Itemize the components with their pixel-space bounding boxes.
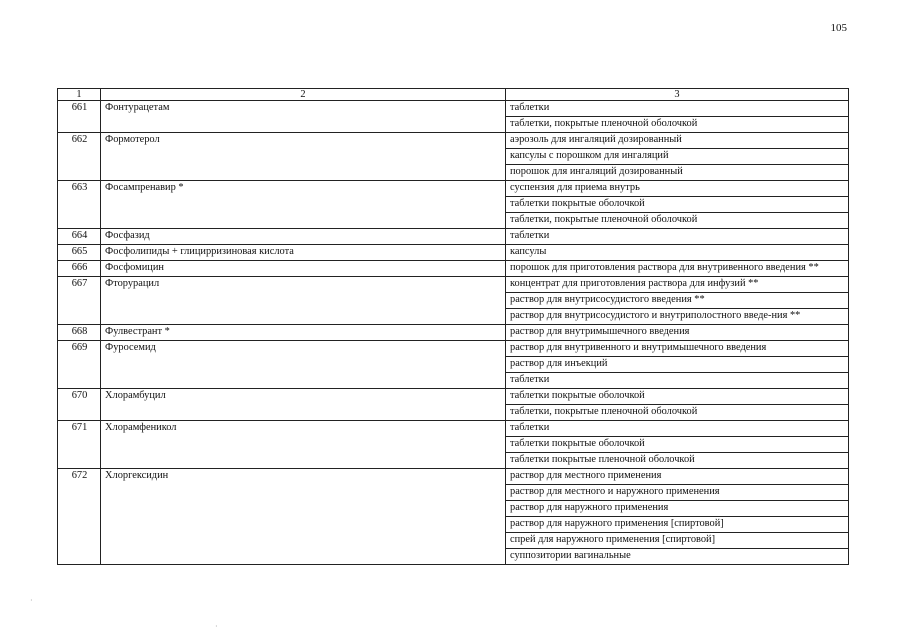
- table-row: [58, 229, 849, 245]
- entry-number: 672: [58, 469, 101, 565]
- table-header-row: [58, 89, 849, 101]
- page-number: 105: [830, 22, 847, 34]
- dosage-form: таблетки, покрытые пленочной оболочкой: [506, 405, 849, 421]
- dosage-form: раствор для наружного применения [спиртовой]: [506, 517, 849, 533]
- dosage-form: раствор для наружного применения: [506, 501, 849, 517]
- drug-name: Фосфолипиды + глицирризиновая кислота: [101, 245, 506, 261]
- dosage-form: таблетки, покрытые пленочной оболочкой: [506, 117, 849, 133]
- dosage-form: раствор для местного и наружного применения: [506, 485, 849, 501]
- dosage-form: таблетки, покрытые пленочной оболочкой: [506, 213, 849, 229]
- dosage-form: раствор для внутрисосудистого и внутриполостного введе-ния **: [506, 309, 849, 325]
- table-row: [58, 325, 849, 341]
- table-row: [58, 469, 849, 485]
- table-row: [58, 133, 849, 149]
- dosage-form: спрей для наружного применения [спиртовой]: [506, 533, 849, 549]
- dosage-form: раствор для инъекций: [506, 357, 849, 373]
- dosage-form: порошок для приготовления раствора для внутривенного введения **: [506, 261, 849, 277]
- dosage-form: таблетки: [506, 101, 849, 117]
- table-body: [58, 101, 849, 565]
- dosage-form: таблетки покрытые оболочкой: [506, 197, 849, 213]
- entry-number: 671: [58, 421, 101, 469]
- dosage-form: таблетки: [506, 373, 849, 389]
- entry-number: 667: [58, 277, 101, 325]
- table-row: [58, 101, 849, 117]
- drug-name: Хлоргексидин: [101, 469, 506, 565]
- dosage-form: суспензия для приема внутрь: [506, 181, 849, 197]
- dosage-form: раствор для внутримышечного введения: [506, 325, 849, 341]
- column-header-forms: 3: [506, 89, 849, 101]
- table-row: [58, 389, 849, 405]
- drug-name: Фулвестрант *: [101, 325, 506, 341]
- drug-name: Фосфомицин: [101, 261, 506, 277]
- drug-name: Фуросемид: [101, 341, 506, 389]
- table-row: [58, 341, 849, 357]
- drug-name: Фосфазид: [101, 229, 506, 245]
- drug-name: Хлорамбуцил: [101, 389, 506, 421]
- drug-name: Фонтурацетам: [101, 101, 506, 133]
- dosage-form: таблетки покрытые оболочкой: [506, 437, 849, 453]
- dosage-form: концентрат для приготовления раствора для инфузий **: [506, 277, 849, 293]
- entry-number: 661: [58, 101, 101, 133]
- entry-number: 670: [58, 389, 101, 421]
- entry-number: 663: [58, 181, 101, 229]
- dosage-form: суппозитории вагинальные: [506, 549, 849, 565]
- drug-name: Фосампренавир *: [101, 181, 506, 229]
- dosage-form: капсулы: [506, 245, 849, 261]
- drug-forms-table: [57, 88, 849, 565]
- dosage-form: таблетки: [506, 229, 849, 245]
- dosage-form: таблетки покрытые оболочкой: [506, 389, 849, 405]
- dosage-form: таблетки покрытые пленочной оболочкой: [506, 453, 849, 469]
- entry-number: 662: [58, 133, 101, 181]
- drug-name: Фторурацил: [101, 277, 506, 325]
- dosage-form: раствор для внутривенного и внутримышечного введения: [506, 341, 849, 357]
- scan-speck: ·: [30, 596, 33, 605]
- dosage-form: раствор для внутрисосудистого введения **: [506, 293, 849, 309]
- drug-name: Хлорамфеникол: [101, 421, 506, 469]
- column-header-number: 1: [58, 89, 101, 101]
- dosage-form: таблетки: [506, 421, 849, 437]
- column-header-name: 2: [101, 89, 506, 101]
- dosage-form: капсулы с порошком для ингаляций: [506, 149, 849, 165]
- drug-name: Формотерол: [101, 133, 506, 181]
- table-row: [58, 261, 849, 277]
- dosage-form: аэрозоль для ингаляций дозированный: [506, 133, 849, 149]
- entry-number: 664: [58, 229, 101, 245]
- dosage-form: раствор для местного применения: [506, 469, 849, 485]
- entry-number: 665: [58, 245, 101, 261]
- entry-number: 666: [58, 261, 101, 277]
- scan-speck: ·: [215, 622, 218, 631]
- entry-number: 668: [58, 325, 101, 341]
- entry-number: 669: [58, 341, 101, 389]
- table-row: [58, 277, 849, 293]
- dosage-form: порошок для ингаляций дозированный: [506, 165, 849, 181]
- table-row: [58, 421, 849, 437]
- table-row: [58, 181, 849, 197]
- table-row: [58, 245, 849, 261]
